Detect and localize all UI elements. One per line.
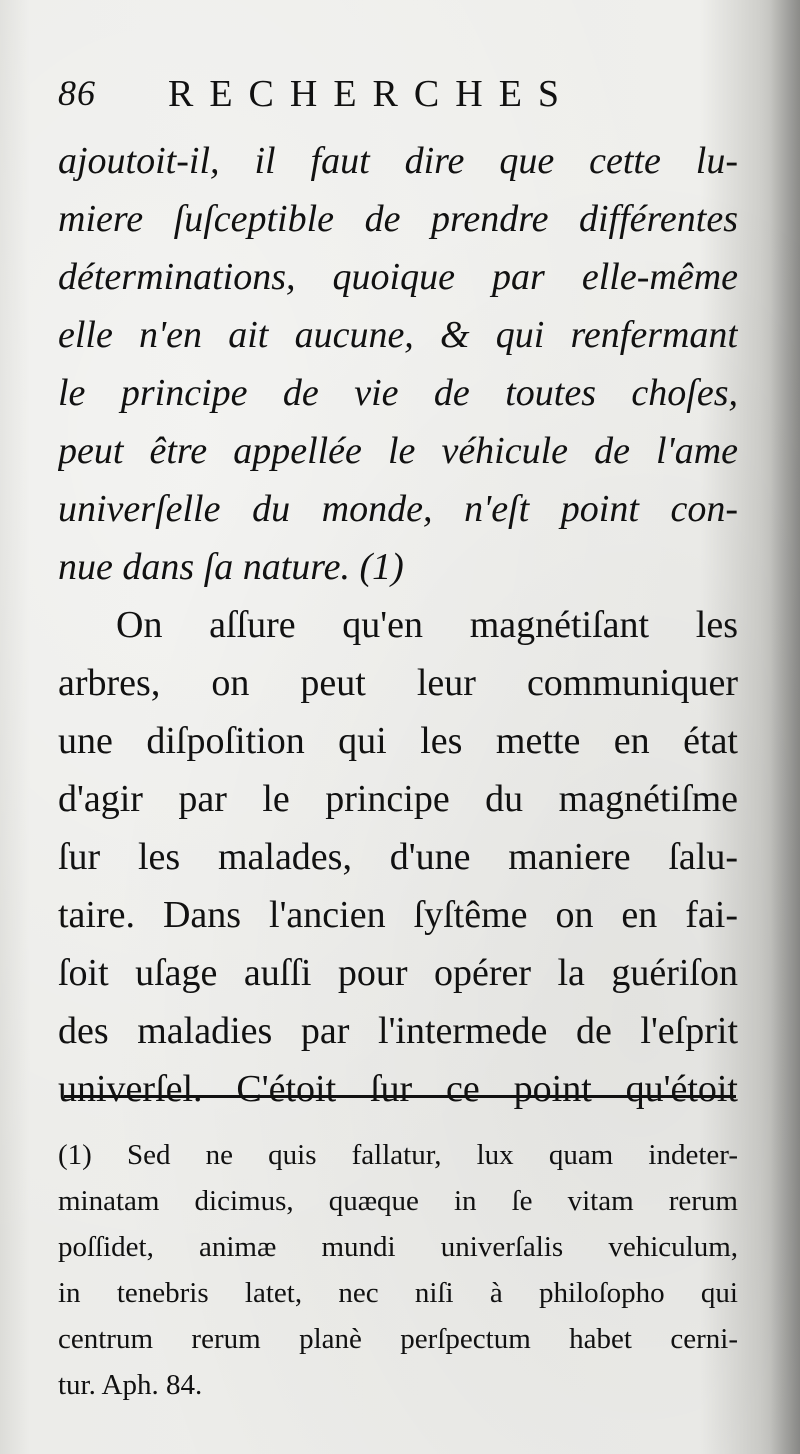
footnote-line: poſſidet, animæ mundi univerſalis vehiculum, (58, 1231, 738, 1263)
text-line: On aſſure qu'en magnétiſant les (116, 604, 738, 646)
footnote-line: centrum rerum planè perſpectum habet cerni- (58, 1323, 738, 1355)
text-line: une diſpoſition qui les mette en état (58, 720, 738, 762)
page-gutter-shadow (770, 0, 800, 1454)
paragraph (58, 596, 738, 1118)
italic-quotation (58, 132, 738, 596)
footnote-line: in tenebris latet, nec niſi à philoſopho qui (58, 1277, 738, 1309)
text-line: univerſelle du monde, n'eſt point con- (58, 488, 738, 530)
body-text (58, 132, 738, 1118)
text-line: peut être appellée le véhicule de l'ame (58, 430, 738, 472)
text-line: elle n'en ait aucune, & qui renfermant (58, 314, 738, 356)
running-head: RECHERCHES (168, 73, 576, 115)
page-number: 86 (58, 73, 96, 113)
text-line: ſur les malades, d'une maniere ſalu- (58, 836, 738, 878)
text-line: ſoit uſage auſſi pour opérer la guériſon (58, 952, 738, 994)
footnote-line: minatam dicimus, quæque in ſe vitam rerum (58, 1185, 738, 1217)
text-line: le principe de vie de toutes choſes, (58, 372, 738, 414)
page-header (58, 72, 748, 132)
text-line: taire. Dans l'ancien ſyſtême on en fai- (58, 894, 738, 936)
text-line: d'agir par le principe du magnétiſme (58, 778, 738, 820)
text-line: déterminations, quoique par elle-même (58, 256, 738, 298)
footnote-line: (1) Sed ne quis fallatur, lux quam indeter- (58, 1139, 738, 1171)
footnote (58, 1132, 738, 1408)
text-line: nue dans ſa nature. (1) (58, 546, 404, 588)
text-line: miere ſuſceptible de prendre différentes (58, 198, 738, 240)
footnote-line: tur. Aph. 84. (58, 1369, 203, 1401)
text-line: arbres, on peut leur communiquer (58, 662, 738, 704)
text-line: ajoutoit-il, il faut dire que cette lu- (58, 140, 738, 182)
text-line: des maladies par l'intermede de l'eſprit (58, 1010, 738, 1052)
text-line: univerſel. C'étoit ſur ce point qu'étoit (58, 1068, 738, 1110)
footnote-rule (64, 1095, 736, 1098)
